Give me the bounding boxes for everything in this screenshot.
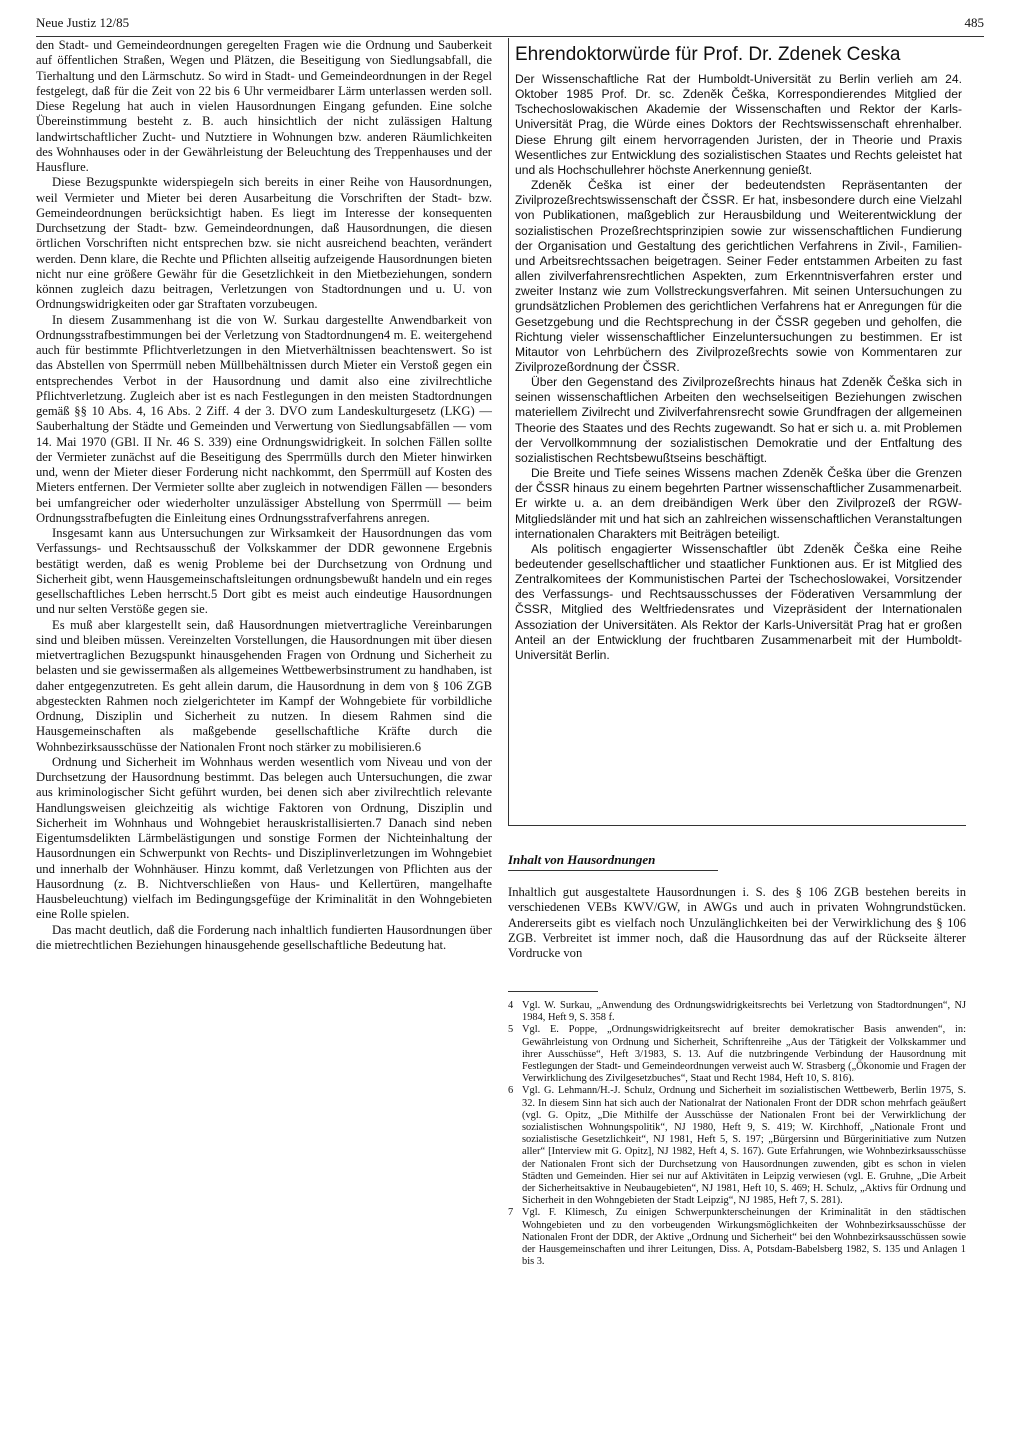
footnote-number: 7 [508, 1207, 514, 1219]
footnote-number: 4 [508, 1000, 514, 1011]
footnote-text: Vgl. E. Poppe, „Ordnungswidrigkeitsrecht auf breiter demokratischer Basis anwenden“, in: Gewährleistung von Ordnung und Sicherheit, Schriftenreihe „Aus der Tätigkeit der Volkskammer und ihrer Ausschüsse“, Heft 3/1983, S. 13. Auf die nutzbringende Verbindung der Hausordnung mit Festlegungen der Stadt- und Gemeindeordnungen verweist auch W. Strasberg („Ökonomie und Fragen der Verwirklichung des Zivilgesetzbuches“, Staat und Recht 1984, Heft 10, S. 816). [522, 1024, 966, 1085]
paragraph: Diese Bezugspunkte widerspiegeln sich bereits in einer Reihe von Hausordnungen, weil Vermieter und Mieter bei deren Ausarbeitung die Vorschriften der Stadt- bzw. Gemeindeordnungen berücksichtigt haben. Es liegt im Interesse der konsequenten Durchsetzung der Stadt- bzw. Gemeindeordnungen, daß Hausordnungen, die diesen örtlichen Vorschriften nicht entsprechen bzw. sie nicht ausreichend beachten, verändert werden. Denn klare, die Rechte und Pflichten allseitig aufzeigende Hausordnungen bieten nicht nur eine größere Gewähr für die Gesetzlichkeit in den Mietbeziehungen, sondern können zugleich dazu beitragen, Verletzungen von Stadtordnungen und u. U. von Ordnungswidrigkeiten oder gar Straftaten vorzubeugen. [36, 175, 492, 312]
box-paragraph: Zdeněk Češka ist einer der bedeutendsten Repräsentanten der Zivilprozeßrechtswissenschaft der ČSSR. Er hat, insbesondere durch eine Vielzahl von Publikationen, maßgeblich zur Herausbildung und Weiterentwicklung der sozialistischen Prozeßrechtsprinzipien sowie zur wissenschaftlichen Fundierung der Organisation und Gestaltung des gerichtlichen Verfahrens in Zivil-, Familien- und Arbeitsrechtssachen beigetragen. Seiner Feder entstammen Arbeiten zu fast allen zivilverfahrensrechtlichen Aspekten, zum Erkenntnisverfahren erster und zweiter Instanz wie zum Vollstreckungsverfahren. Mit seinen Untersuchungen zu grundsätzlichen Problemen des gerichtlichen Verfahrens hat er Anregungen für die Gesetzgebung und die Rechtsprechung in der ČSSR gegeben und geholfen, die Richtung vieler wissenschaftlicher Einzeluntersuchungen zu bestimmen. Er ist Mitautor von Lehrbüchern des Zivilprozeßrechts sowie von Kommentaren zur Zivilprozeßordnung der ČSSR. [515, 178, 962, 374]
section-paragraph: Inhaltlich gut ausgestaltete Hausordnungen i. S. des § 106 ZGB bestehen bereits in verschiedenen VEBs KWV/GW, in AWGs und auch in privaten Wohngrundstücken. Andererseits gibt es vielfach noch Unzulänglichkeiten bei der Verwirklichung des § 106 ZGB. Verbreitet ist immer noch, daß die Hausordnung das auf der Rückseite älterer Vordrucke von [508, 885, 966, 960]
box-body [515, 72, 962, 812]
paragraph: Insgesamt kann aus Untersuchungen zur Wirksamkeit der Hausordnungen das vom Verfassungs- und Rechtsausschuß der Volkskammer der DDR gewonnene Ergebnis bestätigt werden, daß es wenig Probleme bei der Durchsetzung von Ordnung und Sicherheit gibt, wenn Hausgemeinschaftsleitungen ordnungsbewußt handeln und ein reges gesellschaftliches Leben herrscht.5 Dort gibt es meist auch eindeutige Hausordnungen und nur selten Verstöße gegen sie. [36, 526, 492, 617]
footnote-text: Vgl. W. Surkau, „Anwendung des Ordnungswidrigkeitsrechts bei Verletzung von Stadtordnungen“, NJ 1984, Heft 9, S. 358 f. [522, 1000, 966, 1024]
journal-issue: Neue Justiz 12/85 [36, 15, 130, 30]
right-column [508, 38, 966, 1408]
paragraph: Das macht deutlich, daß die Forderung nach inhaltlich fundierten Hausordnungen über die mietrechtlichen Beziehungen hinausgehende gesellschaftliche Bedeutung hat. [36, 922, 492, 952]
footnote [508, 1207, 966, 1268]
box-paragraph: Über den Gegenstand des Zivilprozeßrechts hinaus hat Zdeněk Češka sich in seinen wissenschaftlichen Arbeiten den wechselseitigen Beziehungen zwischen materiellem Zivilrecht und Zivilverfahrensrecht sowie Grundfragen der allgemeinen Theorie des Staates und des Rechts zugewandt. So hat er sich u. a. mit Problemen der Vervollkommnung der sozialistischen Demokratie und der Entfaltung des sozialistischen Rechtsbewußtseins beschäftigt. [515, 375, 962, 465]
box-paragraph: Die Breite und Tiefe seines Wissens machen Zdeněk Češka über die Grenzen der ČSSR hinaus zu einem begehrten Partner wissenschaftlicher Zusammenarbeit. Er wirkte u. a. an dem dreibändigen Werk über den Zivilprozeß der RGW-Mitgliedsländer mit und hat sich an zahlreichen wissenschaftlichen Veranstaltungen internationalen Charakters mit Beiträgen beteiligt. [515, 466, 962, 541]
footnote-text: Vgl. F. Klimesch, Zu einigen Schwerpunkterscheinungen der Kriminalität in den städtischen Wohngebieten und zu den vorbeugenden Wirkungsmöglichkeiten der Wohnbezirksausschüsse der Nationalen Front der DDR, der Aktive „Ordnung und Sicherheit“ bei den Wohnbezirksausschüssen sowie der Hausgemeinschaften und ihrer Leitungen, Diss. A, Potsdam-Babelsberg 1982, S. 135 und Anlagen 1 bis 3. [522, 1207, 966, 1268]
paragraph: Es muß aber klargestellt sein, daß Hausordnungen mietvertragliche Vereinbarungen sind und bleiben müssen. Vereinzelten Vorstellungen, die Hausordnungen mit über diesen mietvertraglichen Bezugspunkt hinausgehenden Fragen von Ordnung und Sicherheit zu belasten und sie gewissermaßen als allgemeines Wettbewerbsinstrument zu handhaben, ist daher entgegenzutreten. Es geht allein darum, die Hausordnung in dem von § 106 ZGB abgesteckten Rahmen noch zielgerichteter im Kampf der Wohngebiete für vorbildliche Ordnung, Disziplin und Sicherheit zu nutzen. In diesem Rahmen sind die Hausgemeinschaften als maßgebende gesellschaftliche Kräfte durch die Wohnbezirksausschüsse der Nationalen Front noch stärker zu mobilisieren.6 [36, 617, 492, 754]
paragraph: den Stadt- und Gemeindeordnungen geregelten Fragen wie die Ordnung und Sauberkeit auf öffentlichen Straßen, Wegen und Plätzen, die Beseitigung von Siedlungsabfall, die Tierhaltung und den Lärmschutz. So wird in Stadt- und Gemeindeordnungen in der Regel festgelegt, daß für die Zeit von 22 bis 6 Uhr vermeidbarer Lärm unterlassen werden soll. Diese Regelung hat auch in vielen Hausordnungen Eingang gefunden. Eine solche Übereinstimmung besteht z. B. auch hinsichtlich der nicht zulässigen Haltung landwirtschaftlicher Zucht- und Nutztiere in Wohnungen bzw. anderen Räumlichkeiten des Wohnhauses oder in der Gewährleistung der Beleuchtung des Treppenhauses und der Hausflure. [36, 38, 492, 174]
box-paragraph: Der Wissenschaftliche Rat der Humboldt-Universität zu Berlin verlieh am 24. Oktober 1985 Prof. Dr. sc. Zdeněk Češka, Korrespondierendes Mitglied der Tschechoslowakischen Akademie der Wissenschaften und Rektor der Karls-Universität Prag, die Würde eines Doktors der Rechtswissenschaft ehrenhalber. Diese Ehrung gilt einem hervorragenden Juristen, der in Theorie und Praxis Wesentliches zur Entwicklung des sozialistischen Staates und Rechts geleistet hat und als Hochschullehrer höchste Anerkennung genießt. [515, 72, 962, 177]
box-title: Ehrendoktorwürde für Prof. Dr. Zdenek Ceska [515, 44, 901, 65]
footnote [508, 1024, 966, 1085]
honorary-doctorate-box [508, 38, 966, 826]
section-body [508, 885, 966, 975]
left-column [36, 38, 492, 1408]
footnote-number: 6 [508, 1085, 514, 1097]
page-header [36, 10, 984, 37]
footnote-divider [508, 991, 598, 992]
page-number: 485 [964, 15, 984, 30]
paragraph: In diesem Zusammenhang ist die von W. Surkau dargestellte Anwendbarkeit von Ordnungsstrafbestimmungen bei der Verletzung von Stadtordnungen4 m. E. weitergehend auch für bestimmte Pflichtverletzungen in den Mietverhältnissen beachtenswert. So ist das Abstellen von Sperrmüll neben Müllbehältnissen durch Mieter ein Verstoß gegen ein entsprechendes Verbot in der Hausordnung und damit also eine zivilrechtliche Pflichtverletzung. Zugleich aber ist es nach Festlegungen in den meisten Stadtordnungen gemäß §§ 10 Abs. 4, 16 Abs. 2 Ziff. 4 der 3. DVO zum Landeskulturgesetz (LKG) — Sauberhaltung der Städte und Gemeinden und Verwertung von Siedlungsabfällen — vom 14. Mai 1970 (GBl. II Nr. 46 S. 339) eine Ordnungswidrigkeit. In solchen Fällen sollte der Vermieter zunächst auf die Beseitigung des Sperrmülls durch den Mieter hinwirken und, wenn der Mieter dieser Forderung nicht nachkommt, den Sperrmüll auf Kosten des Mieters entfernen. Der Vermieter sollte aber zugleich in notwendigen Fällen — besonders bei umfangreicher oder wiederholter unzulässiger Abstellung von Sperrmüll — beim Ordnungsstrafbefugten die Einleitung eines Ordnungsstrafverfahrens anregen. [36, 312, 492, 525]
footnote-number: 5 [508, 1024, 514, 1036]
footnotes [508, 1000, 966, 1408]
footnote [508, 1085, 966, 1207]
footnote [508, 1000, 966, 1024]
section-heading: Inhalt von Hausordnungen [508, 852, 718, 871]
footnote-text: Vgl. G. Lehmann/H.-J. Schulz, Ordnung und Sicherheit im sozialistischen Wettbewerb, Berlin 1975, S. 32. In diesem Sinn hat sich auch der Nationalrat der Nationalen Front der DDR schon mehrfach geäußert (vgl. G. Opitz, „Die Mithilfe der Ausschüsse der Nationalen Front bei der Verwirklichung der sozialistischen Wohnungspolitik“, NJ 1980, Heft 9, S. 419; W. Kirchhoff, „Nationale Front und sozialistische Gesetzlichkeit“, NJ 1981, Heft 5, S. 197; „Bürgersinn und Bürgerinitiative zum Nutzen aller“ [Interview mit G. Opitz], NJ 1982, Heft 4, S. 167). Gute Erfahrungen, wie Wohnbezirksausschüsse der Nationalen Front sich der Durchsetzung von Hausordnungen zuwenden, gibt es schon in vielen Städten und Gemeinden. Hier sei nur auf Aktivitäten in Leipzig verwiesen (vgl. E. Gruhne, „Die Arbeit der Sicherheitsaktive in Neubaugebieten“, NJ 1981, Heft 10, S. 469; H. Schulz, „Aktivs für Ordnung und Sicherheit in den Wohngebieten der Stadt Leipzig“, NJ 1985, Heft 7, S. 281). [522, 1085, 966, 1207]
paragraph: Ordnung und Sicherheit im Wohnhaus werden wesentlich vom Niveau und von der Durchsetzung der Hausordnung bestimmt. Das belegen auch Untersuchungen, die zwar aus kriminologischer Sicht geführt wurden, bei denen sich aber zivilrechtlich relevante Handlungsweisen gleichzeitig als wichtige Faktoren von Ordnung, Disziplin und Sicherheit im Wohnhaus und Wohngebiet herauskristallisierten.7 Danach sind neben Eigentumsdelikten Lärmbelästigungen und sonstige Formen der Nichteinhaltung der Hausordnungen ein Schwerpunkt von Rechts- und Disziplinverletzungen im Wohngebiet und innerhalb der Wohnhäuser. Hinzu kommt, daß Verletzungen von Pflichten aus der Hausordnung (z. B. Nichtverschließen von Haus- und Kellertüren, mangelhafte Hausbeleuchtung) vielfach im Bedingungsgefüge der Kriminalität in den Wohngebieten eine Rolle spielen. [36, 754, 492, 922]
box-paragraph: Als politisch engagierter Wissenschaftler übt Zdeněk Češka eine Reihe bedeutender gesellschaftlicher und staatlicher Funktionen aus. Er ist Mitglied des Zentralkomitees der Kommunistischen Partei der Tschechoslowakei, Vorsitzender des Verfassungs- und Rechtsausschusses der Föderativen Versammlung der ČSSR, Mitglied des Weltfriedensrates und Vizepräsident der Internationalen Assoziation der Universitäten. Als Rektor der Karls-Universität Prag hat er großen Anteil an der Entwicklung der fruchtbaren Zusammenarbeit mit der Humboldt-Universität Berlin. [515, 541, 962, 662]
